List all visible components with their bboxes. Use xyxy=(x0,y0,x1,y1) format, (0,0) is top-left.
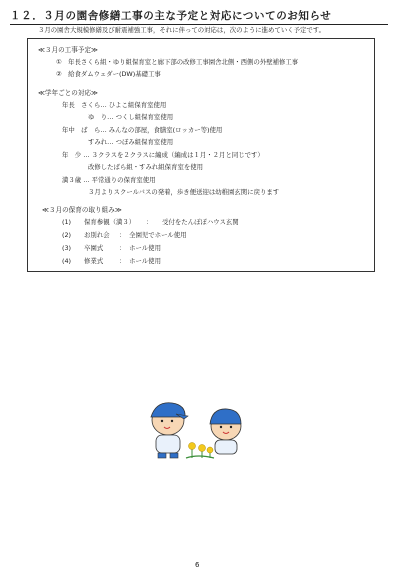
right-child-figure xyxy=(210,409,241,454)
care-item-label: 保育参観（満３） xyxy=(84,218,136,226)
classes-heading: ≪学年ごとの対応≫ xyxy=(38,89,98,97)
works-item-1: ① 年長さくら組・ゆり組保育室と廊下部の改修工事園舎北側・西側の外壁補修工事 xyxy=(56,58,299,66)
care-item xyxy=(62,243,161,252)
care-item-number: (2) xyxy=(62,231,72,239)
care-item-value: 全園児でホール使用 xyxy=(129,231,187,239)
care-item xyxy=(62,217,239,226)
class-line: 改修したばら組・すみれ組保育室を使用 xyxy=(88,163,204,171)
page-number: 6 xyxy=(195,561,200,569)
works-heading: ≪３月の工事予定≫ xyxy=(38,46,98,54)
care-item-colon: ： xyxy=(119,231,126,239)
care-item-label: 卒園式 xyxy=(84,244,104,252)
class-line: ゆ り… つくし組保育室使用 xyxy=(88,113,174,121)
care-item-number: (3) xyxy=(62,244,72,252)
kids-with-flowers-illustration xyxy=(142,400,252,466)
care-item-value: 受付をたんぽぽハウス玄関 xyxy=(162,218,239,226)
care-heading: ≪３月の保育の取り組み≫ xyxy=(42,206,122,214)
care-item-label: お別れ会 xyxy=(84,231,110,239)
care-item-colon: ： xyxy=(119,244,126,252)
class-line: 年長 さくら… ひよこ組保育室使用 xyxy=(62,101,167,109)
kids-illustration-svg xyxy=(142,400,252,462)
care-item-colon: ： xyxy=(119,257,126,265)
class-line: 年 少 … ３クラスを２クラスに編成（編成は１月・２月と同じです） xyxy=(62,151,264,159)
page-title: １２．３月の園舎修繕工事の主な予定と対応についてのお知らせ xyxy=(10,8,388,25)
info-box xyxy=(27,38,375,272)
flowers xyxy=(186,443,214,459)
care-item-label: 修業式 xyxy=(84,257,104,265)
class-line: 満３歳 … 平常通りの保育室使用 xyxy=(62,176,156,184)
care-item-number: (4) xyxy=(62,257,72,265)
care-item-value: ホール使用 xyxy=(129,257,161,265)
care-item xyxy=(62,230,187,239)
class-line: ３月よりスクールバスの発着，歩き便送迎は幼稚園玄関に戻ります xyxy=(88,188,280,196)
care-item-number: (1) xyxy=(62,218,72,226)
class-line: すみれ… つぼみ組保育室使用 xyxy=(88,138,174,146)
care-item xyxy=(62,256,161,265)
care-item-value: ホール使用 xyxy=(129,244,161,252)
care-item-colon: ： xyxy=(146,218,153,226)
works-item-2: ② 給食ダムウェダー(DW)基礎工事 xyxy=(56,70,161,78)
class-line: 年中 ば ら… みんなの部屋，食膳室(ロッカー等)使用 xyxy=(62,126,223,134)
intro-text: ３月の園舎大規模修繕及び耐震補強工事，それに伴っての対応は，次のように進めていく予定です。 xyxy=(38,26,326,34)
left-child-figure xyxy=(151,403,188,458)
